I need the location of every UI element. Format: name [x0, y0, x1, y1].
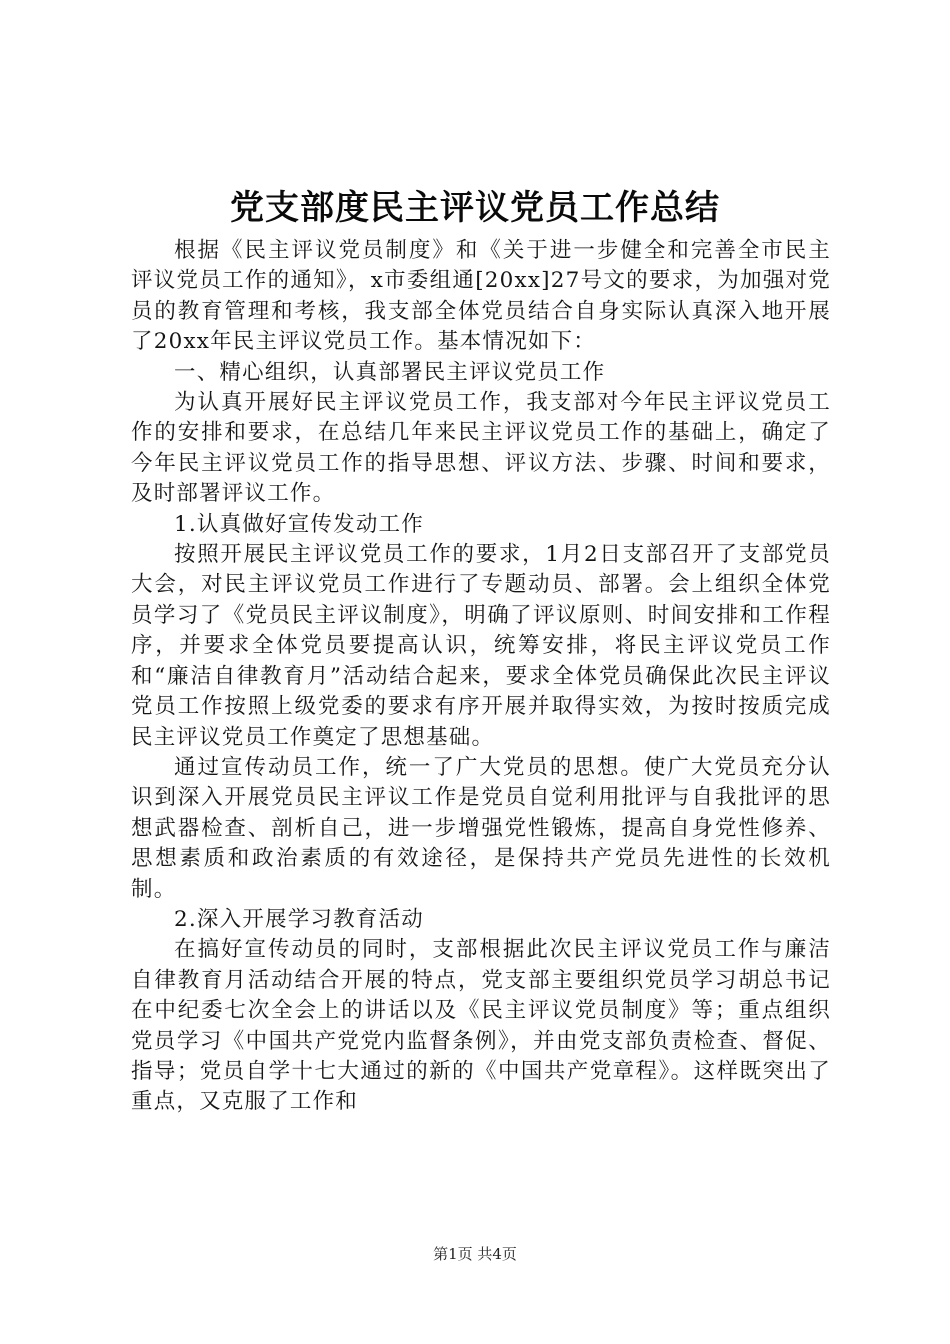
page-number-footer: 第1页 共4页 [433, 1245, 517, 1263]
subheading-2: 2.深入开展学习教育活动 [174, 906, 424, 932]
paragraph-outcome: 通过宣传动员工作，统一了广大党员的思想。使广大党员充分认识到深入开展党员民主评议工作是党员自觉利用批评与自我批评的思想武器检查、剖析自己，进一步增强党性锻炼，提高自身党性修养、思想素质和政治素质的有效途径，是保持共产党员先进性的长效机制。 [131, 754, 831, 902]
paragraph-mobilization: 按照开展民主评议党员工作的要求，1月2日支部召开了支部党员大会，对民主评议党员工作进行了专题动员、部署。会上组织全体党员学习了《党员民主评议制度》，明确了评议原则、时间安排和工作程序，并要求全体党员要提高认识，统筹安排，将民主评议党员工作和“廉洁自律教育月”活动结合起来，要求全体党员确保此次民主评议党员工作按照上级党委的要求有序开展并取得实效，为按时按质完成民主评议党员工作奠定了思想基础。 [131, 542, 831, 750]
subheading-1: 1.认真做好宣传发动工作 [174, 511, 424, 537]
document-body [131, 236, 831, 1118]
paragraph-section-1: 为认真开展好民主评议党员工作，我支部对今年民主评议党员工作的安排和要求，在总结几年来民主评议党员工作的基础上，确定了今年民主评议党员工作的指导思想、评议方法、步骤、时间和要求，及时部署评议工作。 [131, 390, 831, 507]
paragraph-study: 在搞好宣传动员的同时，支部根据此次民主评议党员工作与廉洁自律教育月活动结合开展的特点，党支部主要组织党员学习胡总书记在中纪委七次全会上的讲话以及《民主评议党员制度》等；重点组织党员学习《中国共产党党内监督条例》，并由党支部负责检查、督促、指导；党员自学十七大通过的新的《中国共产党章程》。这样既突出了重点，又克服了工作和 [131, 937, 831, 1115]
document-title: 党支部度民主评议党员工作总结 [230, 188, 720, 228]
section-heading-1: 一、精心组织，认真部署民主评议党员工作 [174, 359, 606, 385]
paragraph-intro: 根据《民主评议党员制度》和《关于进一步健全和完善全市民主评议党员工作的通知》，x市委组通[20xx]27号文的要求，为加强对党员的教育管理和考核，我支部全体党员结合自身实际认真深入地开展了20xx年民主评议党员工作。基本情况如下： [131, 238, 831, 355]
